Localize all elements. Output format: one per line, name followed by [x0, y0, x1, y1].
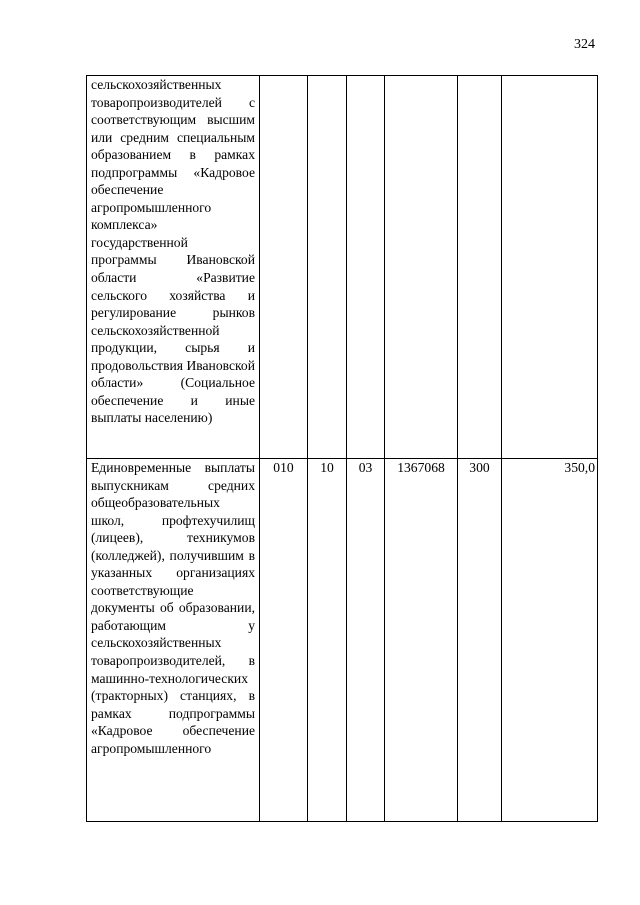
description-cell: сельскохозяйственных товаропроизводителей с соответствующим высшим или средним специальным образованием в рамках подпрограммы «Кадровое обеспечение агропромышленного комплекса» государственной программы Ивановской области «Развитие сельского хозяйства и регулирование рынков сельскохозяйственной продукции, сырья и продовольствия Ивановской области» (Социальное обеспечение и иные выплаты населению) — [87, 76, 260, 459]
section-code-cell — [308, 76, 347, 459]
page-number: 324 — [574, 37, 595, 52]
expense-type-cell — [458, 76, 502, 459]
expense-type-cell: 300 — [458, 459, 502, 822]
subsection-code-cell: 03 — [347, 459, 385, 822]
ministry-code-cell: 010 — [260, 459, 308, 822]
budget-table — [86, 75, 598, 822]
amount-cell: 350,0 — [502, 459, 598, 822]
target-item-cell — [385, 76, 458, 459]
table-row — [87, 459, 598, 822]
table-row — [87, 76, 598, 459]
description-cell: Единовременные выплаты выпускникам средних общеобразовательных школ, профтехучилищ (лицеев), техникумов (колледжей), получившим в указанных организациях соответствующие документы об образовании, работающим у сельскохозяйственных товаропроизводителей, в машинно-технологических (тракторных) станциях, в рамках подпрограммы «Кадровое обеспечение агропромышленного — [87, 459, 260, 822]
target-item-cell: 1367068 — [385, 459, 458, 822]
section-code-cell: 10 — [308, 459, 347, 822]
amount-cell — [502, 76, 598, 459]
subsection-code-cell — [347, 76, 385, 459]
ministry-code-cell — [260, 76, 308, 459]
